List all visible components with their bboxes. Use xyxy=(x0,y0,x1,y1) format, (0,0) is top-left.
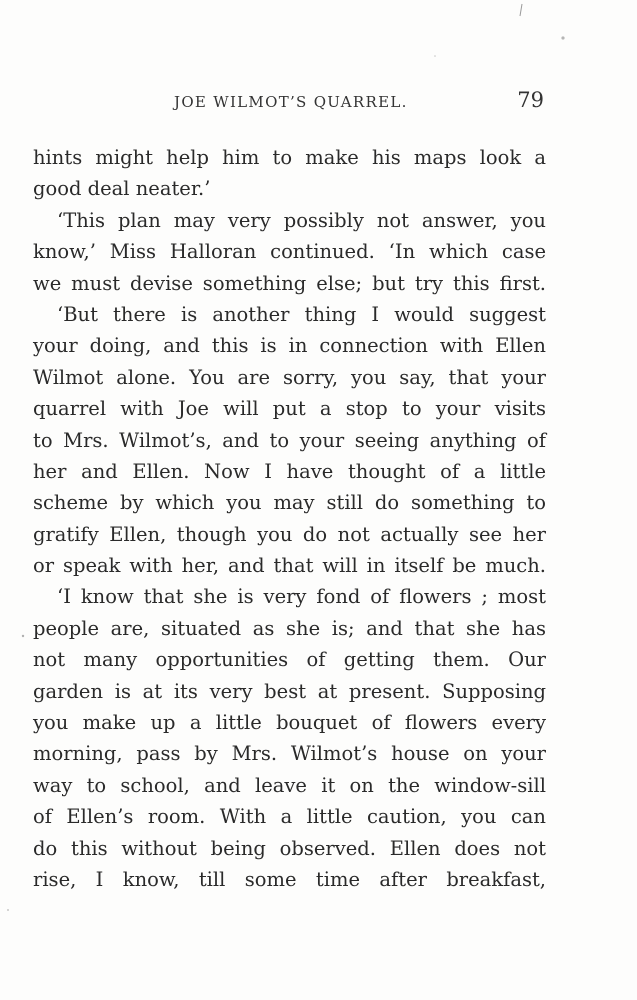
text-line: quarrel with Joe will put a stop to your visits xyxy=(33,397,546,421)
text-line: not many opportunities of getting them. Our xyxy=(33,648,546,672)
text-line: good deal neater.’ xyxy=(33,177,211,201)
text-line: do this without being observed. Ellen does not xyxy=(33,836,546,860)
text-line: rise, I know, till some time after breakfast, xyxy=(33,867,546,891)
text-line: you make up a little bouquet of flowers every xyxy=(33,711,546,735)
text-line: garden is at its very best at present. Supposing xyxy=(33,679,546,703)
text-line: scheme by which you may still do something to xyxy=(33,491,546,515)
text-line: way to school, and leave it on the window-sill xyxy=(33,773,546,797)
text-line: to Mrs. Wilmot’s, and to your seeing anything of xyxy=(33,428,546,452)
text-line: gratify Ellen, though you do not actually see her xyxy=(33,522,546,546)
text-line: her and Ellen. Now I have thought of a little xyxy=(33,459,546,483)
text-line: ‘This plan may very possibly not answer, you xyxy=(57,208,546,232)
text-line: morning, pass by Mrs. Wilmot’s house on your xyxy=(33,742,546,766)
text-line: people are, situated as she is; and that she has xyxy=(33,616,546,640)
text-line: hints might help him to make his maps look a xyxy=(33,146,546,169)
text-line: Wilmot alone. You are sorry, you say, that your xyxy=(33,365,546,389)
text-line: ‘I know that she is very fond of flowers ; most xyxy=(57,585,546,609)
running-head: JOE WILMOT’S QUARREL. xyxy=(174,93,408,111)
text-line: your doing, and this is in connection with Ellen xyxy=(33,334,546,358)
text-line: or speak with her, and that will in itself be much. xyxy=(33,554,546,578)
page-number: 79 xyxy=(517,88,544,112)
body-text xyxy=(33,142,546,895)
text-line: know,’ Miss Halloran continued. ‘In which case xyxy=(33,240,546,264)
text-line: we must devise something else; but try this first. xyxy=(33,271,546,295)
text-line: of Ellen’s room. With a little caution, you can xyxy=(33,805,546,829)
text-line: ‘But there is another thing I would suggest xyxy=(57,302,546,326)
